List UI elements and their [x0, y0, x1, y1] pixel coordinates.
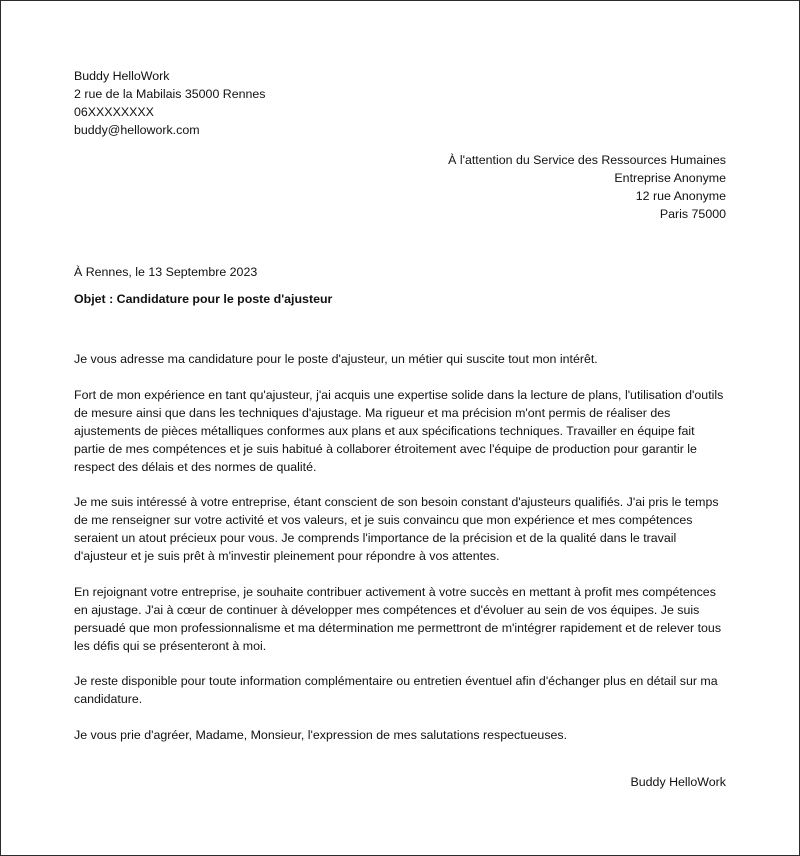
sender-email: buddy@hellowork.com: [74, 123, 200, 137]
paragraph: Fort de mon expérience en tant qu'ajusteur, j'ai acquis une expertise solide dans la lecture de plans, l'utilisation d'outils de mesure ainsi que dans les techniques d'ajustage. Ma rigueur et ma précision m'ont permis de réaliser des ajustements de pièces métalliques conformes aux plans et aux spécifications techniques. Travailler en équipe fait partie de mes compétences et je suis habitué à collaborer étroitement avec l'équipe de production pour garantir le respect des délais et des normes de qualité.: [74, 387, 724, 474]
sender-block: [74, 67, 726, 139]
paragraph: Je me suis intéressé à votre entreprise, étant conscient de son besoin constant d'ajusteurs qualifiés. J'ai pris le temps de me renseigner sur votre activité et vos valeurs, et je suis convaincu que mon expérience et mes compétences seraient un atout précieux pour vous. Je comprends l'importance de la précision et de la qualité dans le travail d'ajusteur et je suis prêt à m'investir pleinement pour répondre à vos attentes.: [74, 495, 719, 563]
paragraph: Je reste disponible pour toute information complémentaire ou entretien éventuel afin d'échanger plus en détail sur ma candidature.: [74, 674, 718, 706]
recipient-attention: À l'attention du Service des Ressources Humaines: [448, 153, 726, 167]
paragraph: En rejoignant votre entreprise, je souhaite contribuer activement à votre succès en mettant à profit mes compétences en ajustage. J'ai à cœur de continuer à développer mes compétences et d'évoluer au sein de vos équipes. Je suis persuadé que mon professionnalisme et ma détermination me permettront de m'intégrer rapidement et de relever tous les défis qui se présenteront à moi.: [74, 584, 722, 653]
paragraph: Je vous adresse ma candidature pour le poste d'ajusteur, un métier qui suscite tout mon intérêt.: [74, 352, 598, 366]
sender-address: 2 rue de la Mabilais 35000 Rennes: [74, 87, 266, 101]
date-line: À Rennes, le 13 Septembre 2023: [74, 265, 258, 279]
sender-name: Buddy HelloWork: [74, 69, 170, 83]
signature: Buddy HelloWork: [630, 774, 726, 789]
sender-phone: 06XXXXXXXX: [74, 105, 154, 119]
recipient-city: Paris 75000: [659, 207, 726, 221]
letter-body: [74, 350, 726, 744]
paragraph: Je vous prie d'agréer, Madame, Monsieur, l'expression de mes salutations respectueuses.: [74, 727, 568, 742]
recipient-block: [74, 151, 726, 223]
recipient-street: 12 rue Anonyme: [635, 189, 726, 203]
recipient-company: Entreprise Anonyme: [614, 171, 726, 185]
subject-line: Objet : Candidature pour le poste d'ajusteur: [74, 292, 333, 306]
